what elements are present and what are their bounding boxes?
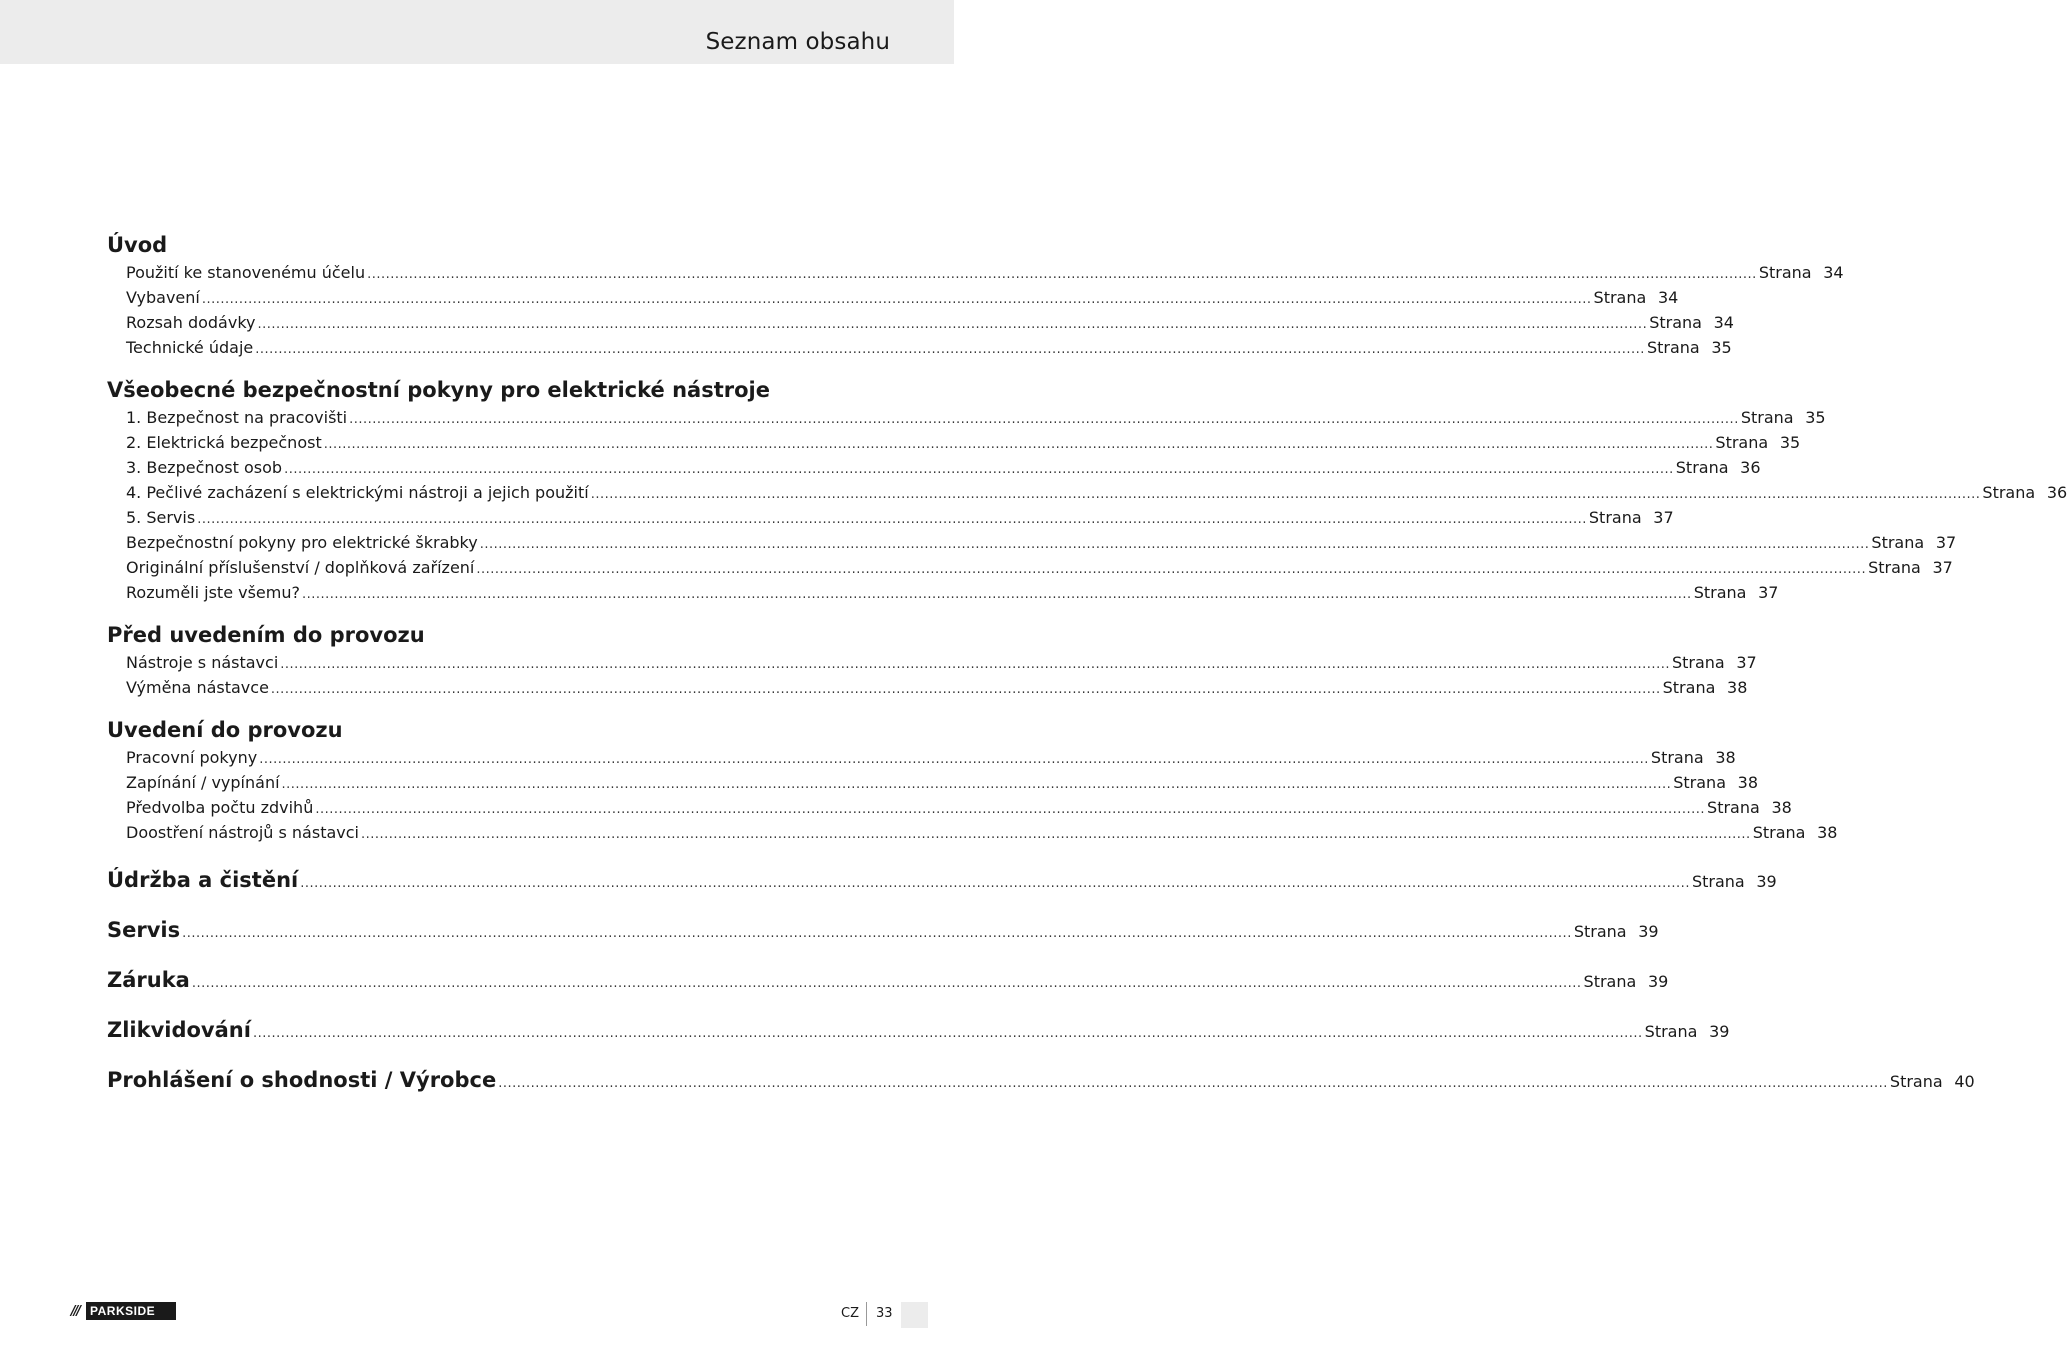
dot-leader: ............................................................................................................................................................................................................................................................................................................: [498, 1076, 1888, 1091]
page-title: Seznam obsahu: [705, 29, 890, 55]
entry-strana: Strana: [1982, 483, 2036, 502]
entry-strana: Strana: [1752, 823, 1806, 842]
entry-page-number: 39: [1647, 972, 1669, 991]
entry-page-number: 39: [1709, 1022, 1730, 1041]
entry-strana: Strana: [1646, 338, 1700, 357]
entry-strana: Strana: [1573, 922, 1627, 941]
toc-entry[interactable]: [107, 530, 1957, 555]
toc-entry[interactable]: [107, 405, 1826, 430]
entry-page-number: 38: [1817, 823, 1838, 842]
entry-strana: Strana: [1691, 872, 1745, 891]
dot-leader: ............................................................................................................................................................................................................................................................................................................: [315, 802, 1706, 817]
entry-strana: Strana: [1758, 263, 1812, 282]
entry-label: 5. Servis: [126, 508, 196, 527]
entry-strana: Strana: [1707, 798, 1760, 817]
dot-leader: ............................................................................................................................................................................................................................................................................................................: [367, 267, 1757, 282]
entry-label: Použití ke stanovenému účelu: [126, 263, 366, 282]
entry-strana: Strana: [1693, 583, 1747, 602]
logo-brand-text: PARKSIDE: [90, 1304, 156, 1318]
entry-label: Vybavení: [126, 288, 200, 307]
entry-page-number: 37: [1736, 653, 1757, 672]
dot-leader: ............................................................................................................................................................................................................................................................................................................: [201, 292, 1592, 307]
entry-label: Nástroje s nástavci: [126, 653, 279, 672]
entry-strana: Strana: [1715, 433, 1769, 452]
entry-strana: Strana: [1889, 1072, 1943, 1091]
dot-leader: ............................................................................................................................................................................................................................................................................................................: [590, 487, 1981, 502]
entry-page-number: 36: [2046, 483, 2067, 502]
entry-page-number: 39: [1638, 922, 1659, 941]
toc-entry[interactable]: [107, 310, 1734, 335]
toc-entry[interactable]: [107, 455, 1761, 480]
dot-leader: ............................................................................................................................................................................................................................................................................................................: [284, 462, 1674, 477]
entry-label: Rozuměli jste všemu?: [126, 583, 300, 602]
entry-page-number: 36: [1740, 458, 1761, 477]
section-title: Všeobecné bezpečnostní pokyny pro elektrické nástroje: [107, 378, 770, 402]
entry-strana: Strana: [1588, 508, 1642, 527]
dot-leader: ............................................................................................................................................................................................................................................................................................................: [476, 562, 1867, 577]
entry-strana: Strana: [1868, 558, 1921, 577]
entry-label: Technické údaje: [126, 338, 254, 357]
entry-page-number: 38: [1737, 773, 1758, 792]
entry-strana: Strana: [1662, 678, 1716, 697]
dot-leader: ............................................................................................................................................................................................................................................................................................................: [479, 537, 1870, 552]
toc-main-entry[interactable]: [107, 955, 1669, 1005]
dot-leader: ............................................................................................................................................................................................................................................................................................................: [257, 317, 1648, 332]
toc-entry[interactable]: [107, 430, 1801, 455]
entry-label: Rozsah dodávky: [126, 313, 256, 332]
main-entry-label: Zlikvidování: [107, 1018, 251, 1042]
toc-main-entry[interactable]: [107, 855, 1777, 905]
entry-strana: Strana: [1673, 773, 1726, 792]
parkside-logo: [64, 1302, 176, 1320]
entry-page-number: 39: [1756, 872, 1777, 891]
table-of-contents: [107, 230, 2067, 1105]
toc-entry[interactable]: [107, 795, 1792, 820]
entry-strana: Strana: [1644, 1022, 1698, 1041]
entry-label: Doostření nástrojů s nástavci: [126, 823, 359, 842]
language-code: CZ: [841, 1306, 859, 1321]
entry-page-number: 35: [1711, 338, 1732, 357]
entry-label: Předvolba počtu zdvihů: [126, 798, 314, 817]
entry-label: Výměna nástavce: [126, 678, 269, 697]
toc-entry[interactable]: [107, 505, 1674, 530]
entry-strana: Strana: [1593, 288, 1647, 307]
toc-entry[interactable]: [107, 480, 2067, 505]
entry-page-number: 38: [1715, 748, 1736, 767]
section-title: Uvedení do provozu: [107, 718, 343, 742]
toc-main-entry[interactable]: [107, 1055, 1975, 1105]
entry-strana: Strana: [1871, 533, 1925, 552]
dot-leader: ............................................................................................................................................................................................................................................................................................................: [323, 437, 1714, 452]
logo-stripes-icon: ///: [64, 1302, 86, 1320]
toc-main-entry[interactable]: [107, 905, 1659, 955]
entry-label: Originální příslušenství / doplňková zařízení: [126, 558, 475, 577]
entry-strana: Strana: [1650, 748, 1704, 767]
toc-entry[interactable]: [107, 555, 1953, 580]
section-title: Před uvedením do provozu: [107, 623, 425, 647]
main-entry-label: Údržba a čistění: [107, 868, 299, 892]
dot-leader: ............................................................................................................................................................................................................................................................................................................: [270, 682, 1661, 697]
dot-leader: ............................................................................................................................................................................................................................................................................................................: [360, 827, 1751, 842]
section-title: Úvod: [107, 233, 168, 257]
entry-label: 2. Elektrická bezpečnost: [126, 433, 322, 452]
toc-entry[interactable]: [107, 820, 1838, 845]
entry-strana: Strana: [1649, 313, 1702, 332]
toc-main-entry[interactable]: [107, 1005, 1730, 1055]
toc-section: [107, 230, 1844, 360]
toc-entry[interactable]: [107, 285, 1679, 310]
entry-label: 1. Bezpečnost na pracovišti: [126, 408, 348, 427]
entry-page-number: 37: [1758, 583, 1779, 602]
toc-entry[interactable]: [107, 650, 1757, 675]
dot-leader: ............................................................................................................................................................................................................................................................................................................: [182, 926, 1572, 941]
toc-entry[interactable]: [107, 770, 1758, 795]
main-entry-label: Záruka: [107, 968, 190, 992]
entry-page-number: 35: [1779, 433, 1801, 452]
entry-page-number: 35: [1805, 408, 1826, 427]
dot-leader: ............................................................................................................................................................................................................................................................................................................: [255, 342, 1645, 357]
entry-page-number: 37: [1932, 558, 1953, 577]
entry-label: 3. Bezpečnost osob: [126, 458, 283, 477]
entry-page-number: 40: [1954, 1072, 1975, 1091]
dot-leader: ............................................................................................................................................................................................................................................................................................................: [259, 752, 1649, 767]
entry-page-number: 38: [1727, 678, 1748, 697]
entry-strana: Strana: [1583, 972, 1637, 991]
toc-entry[interactable]: [107, 745, 1736, 770]
dot-leader: ............................................................................................................................................................................................................................................................................................................: [197, 512, 1587, 527]
toc-entry[interactable]: [107, 675, 1748, 700]
entry-strana: Strana: [1740, 408, 1794, 427]
entry-label: Zapínání / vypínání: [126, 773, 280, 792]
toc-entry[interactable]: [107, 260, 1844, 285]
dot-leader: ............................................................................................................................................................................................................................................................................................................: [349, 412, 1739, 427]
dot-leader: ............................................................................................................................................................................................................................................................................................................: [301, 587, 1692, 602]
entry-page-number: 34: [1823, 263, 1844, 282]
entry-strana: Strana: [1671, 653, 1725, 672]
footer-corner-box: [901, 1302, 928, 1328]
entry-page-number: 34: [1657, 288, 1679, 307]
page-number: 33: [876, 1306, 893, 1321]
entry-page-number: 38: [1771, 798, 1792, 817]
dot-leader: ............................................................................................................................................................................................................................................................................................................: [281, 777, 1672, 792]
entry-label: Bezpečnostní pokyny pro elektrické škrabky: [126, 533, 478, 552]
dot-leader: ............................................................................................................................................................................................................................................................................................................: [252, 1026, 1643, 1041]
toc-entry[interactable]: [107, 580, 1779, 605]
entry-label: 4. Pečlivé zacházení s elektrickými nástroji a jejich použití: [126, 483, 589, 502]
toc-entry[interactable]: [107, 335, 1732, 360]
entry-label: Pracovní pokyny: [126, 748, 258, 767]
entry-strana: Strana: [1675, 458, 1729, 477]
dot-leader: ............................................................................................................................................................................................................................................................................................................: [300, 876, 1690, 891]
entry-page-number: 37: [1935, 533, 1957, 552]
main-entry-label: Servis: [107, 918, 181, 942]
dot-leader: ............................................................................................................................................................................................................................................................................................................: [191, 976, 1582, 991]
toc-main-entries: [107, 855, 1975, 1105]
footer-divider: [866, 1302, 867, 1326]
toc-section: [107, 620, 1757, 700]
main-entry-label: Prohlášení o shodnosti / Výrobce: [107, 1068, 497, 1092]
entry-page-number: 34: [1713, 313, 1734, 332]
entry-page-number: 37: [1653, 508, 1674, 527]
toc-section: [107, 375, 2067, 605]
dot-leader: ............................................................................................................................................................................................................................................................................................................: [280, 657, 1670, 672]
toc-section: [107, 715, 1838, 845]
